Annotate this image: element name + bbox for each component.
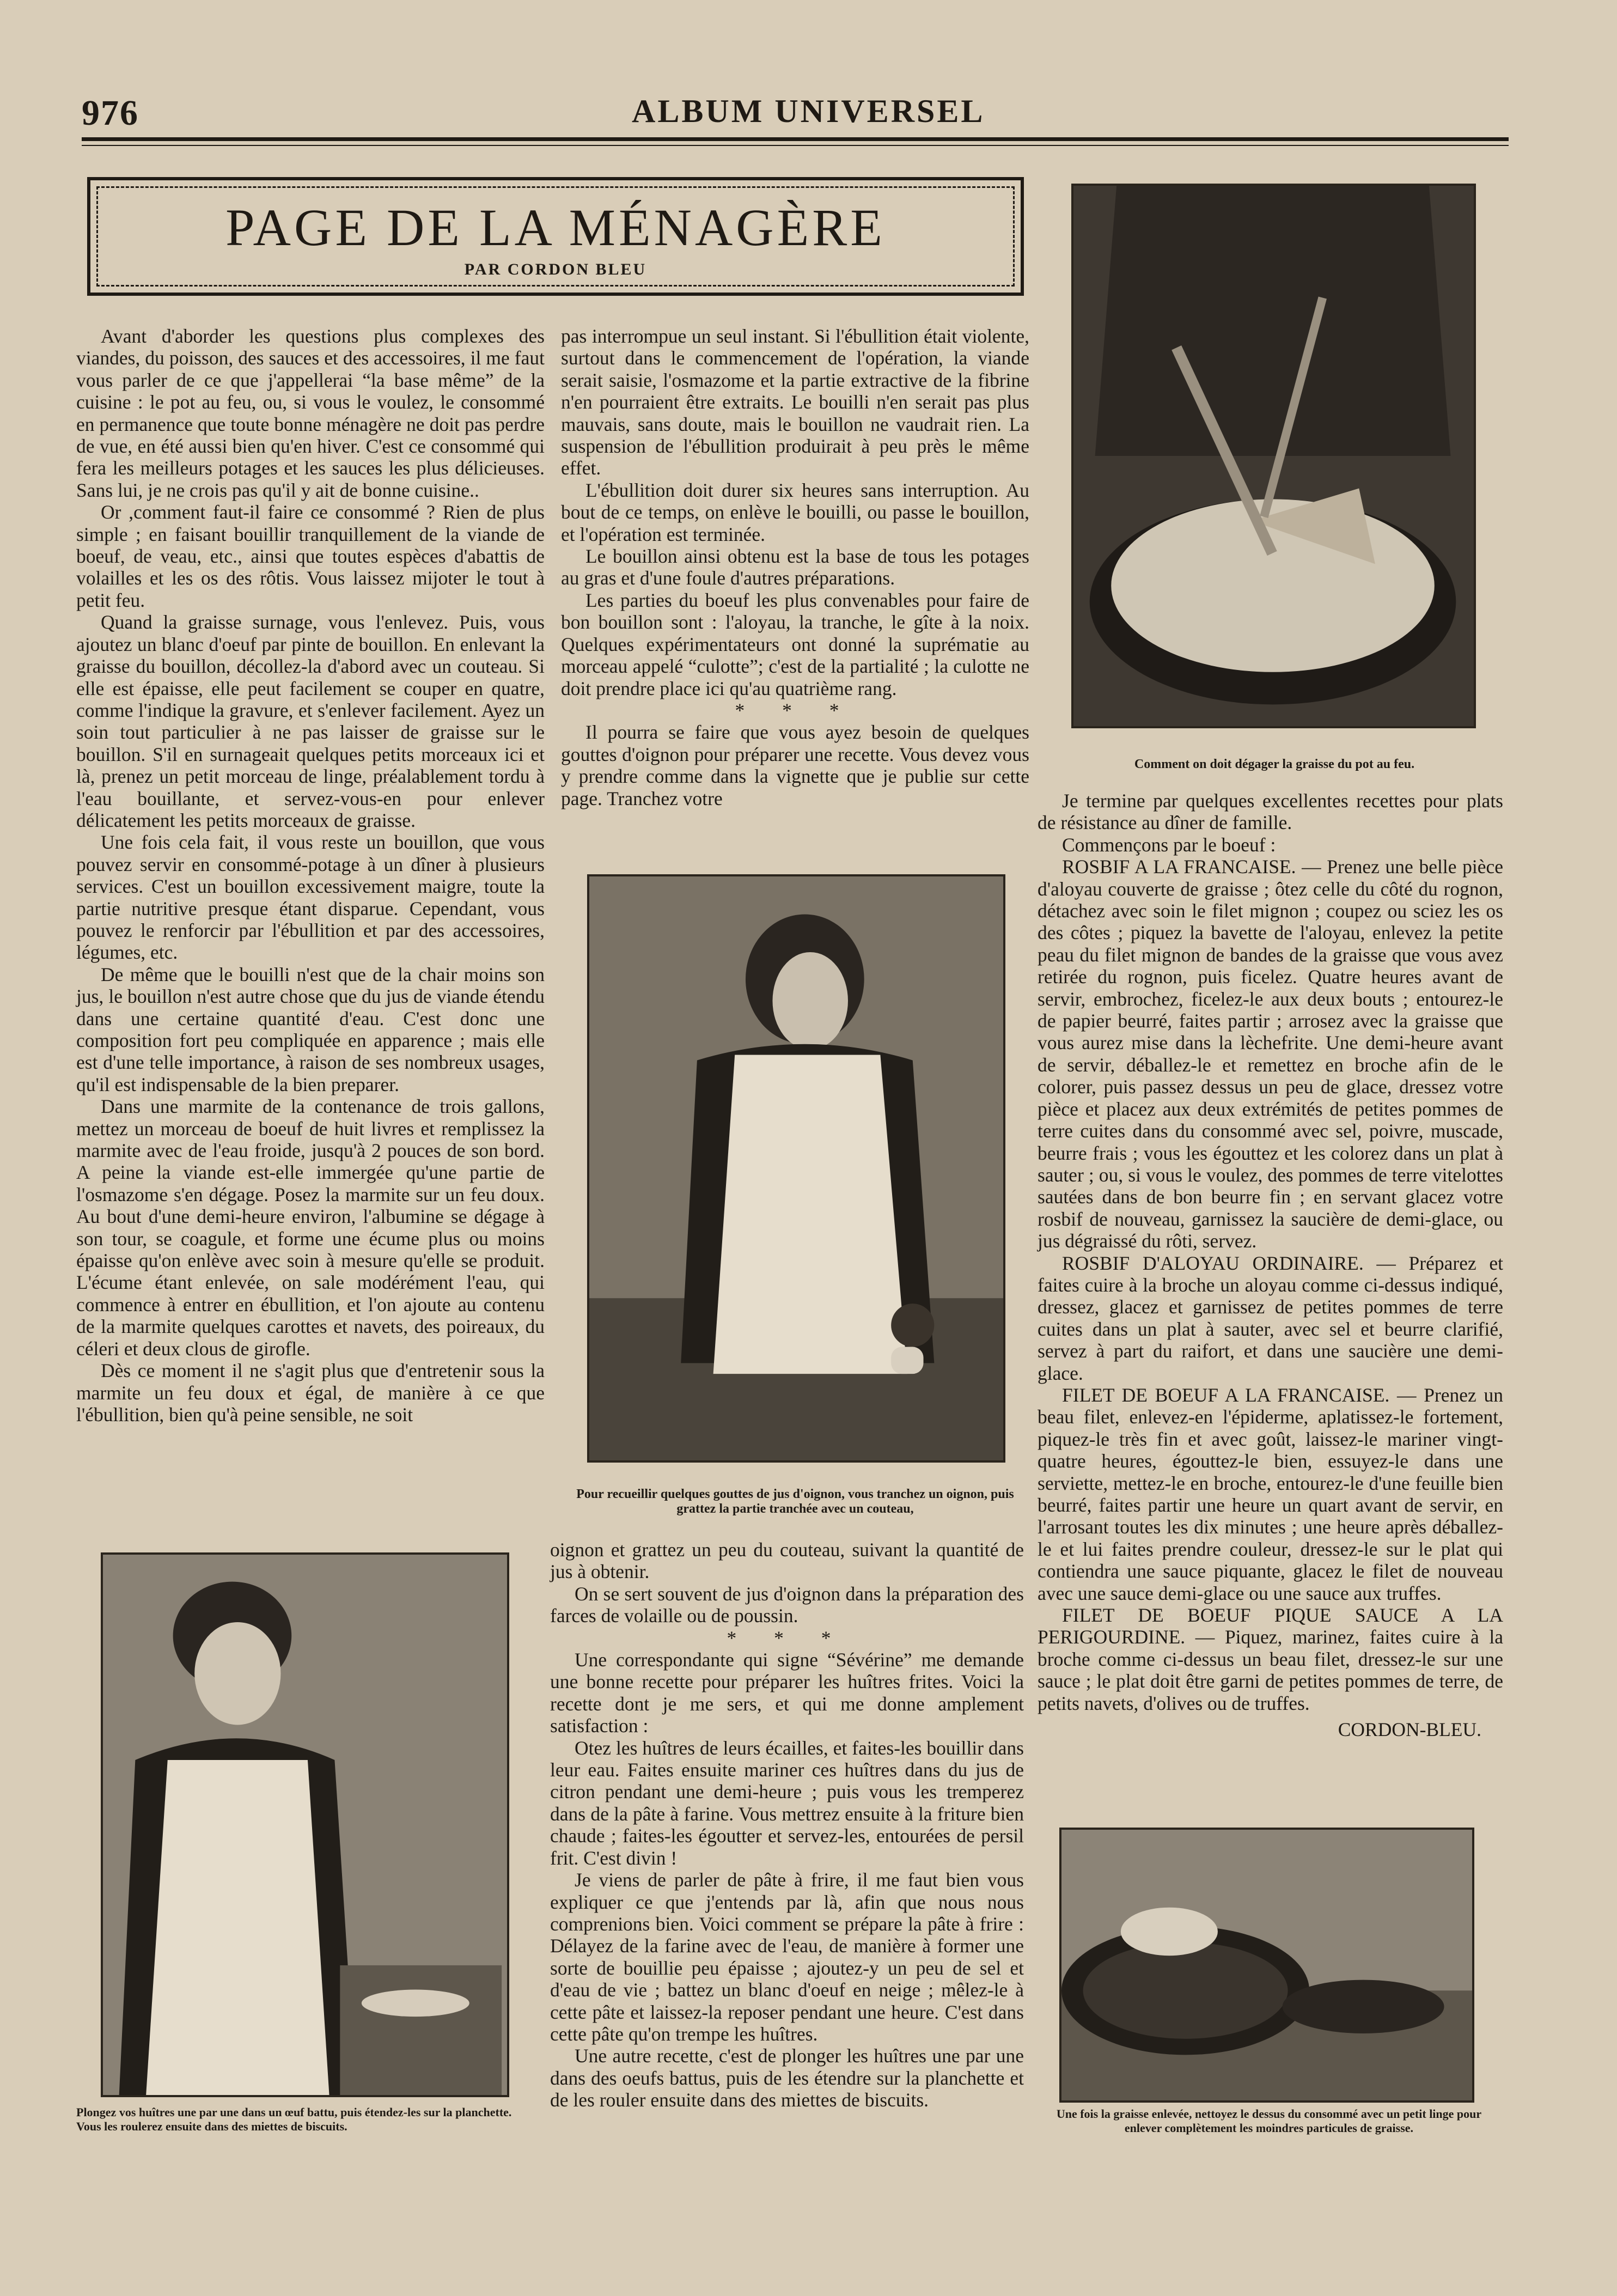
paragraph: Otez les huîtres de leurs écailles, et faites-les bouillir dans leur eau. Faites ensuite mariner ces huîtres dans du jus de citron pendant une demi-heure ; puis vous les tremperez dans de la pâte à farine. Vous mettrez ensuite à la friture bien chaude ; faites-les égoutter et servez-les, entourées de persil frit. C'est divin ! — [550, 1737, 1024, 1869]
paragraph: On se sert souvent de jus d'oignon dans la préparation des farces de volaille ou de poussin. — [550, 1582, 1024, 1627]
recipe-rosbif: ROSBIF A LA FRANCAISE. — Prenez une belle pièce d'aloyau couverte de graisse ; ôtez celle du côté du rognon, détachez avec soin le filet mignon ; coupez ou sciez les os des côtes ; piquez la bavette de l'aloyau, enlevez la petite peau du filet mignon de bandes de la graisse que vous avez retirée du rognon, puis ficelez. Quatre heures avant de servir, embrochez, ficelez-le aux deux bouts ; entourez-le de papier beurré, faites partir ; arrosez avec la graisse que vous aurez mise dans la lèchefrite. Une demi-heure avant de servir, déballez-le et remettez en broche afin de le colorer, puis passez dessus un peu de glace, dressez votre pièce et placez aux deux extrémités de petites pommes de terre cuites dans du consommé avec sel, poivre, muscade, beurre frais ; vous les égouttez et les colorez dans un plat à sauter ; ou, si vous le voulez, des pommes de terre vitelottes sautées dans de bon beurre fin ; en servant glacez votre rosbif de nouveau, garnissez la saucière de demi-glace, ou jus dégraissé du rôti, servez. — [1038, 856, 1503, 1252]
maid-oysters-illustration — [103, 1555, 507, 2095]
recipe-filet-francaise: FILET DE BOEUF A LA FRANCAISE. — Prenez un beau filet, enlevez-en l'épiderme, aplatissez-le fortement, piquez-le très fin et avec goût, laissez-le mariner vingt-quatre heures, égouttez-le bien, essuyez-le dans une serviette, mettez-le en broche, entourez-le d'une feuille bien beurré, faites partir une heure un quart avant de servir, en l'arrosant toutes les dix minutes ; une heure après déballez-le et lui faites prendre couleur, dressez-le sur le plat qui contiendra une sauce piquante, glacez le filet de nouveau avec une sauce demi-glace ou une sauce aux truffes. — [1038, 1384, 1503, 1604]
paragraph: Quand la graisse surnage, vous l'enlevez. Puis, vous ajoutez un blanc d'oeuf par pinte de bouillon. En enlevant la graisse du bouillon, décollez-la d'abord avec un couteau. Si elle est épaisse, elle peut facilement se couper en quatre, comme l'indique la gravure, et s'enlever facilement. Ayez un soin tout particulier à ne pas laisser de graisse sur le bouillon. S'il en surnageait quelques petits morceaux ici et là, prenez un petit morceau de linge, préalablement tordu à l'eau bouillante, et servez-vous-en pour enlever délicatement les petits morceaux de graisse. — [76, 611, 545, 831]
paragraph: Dès ce moment il ne s'agit plus que d'entretenir sous la marmite un feu doux et égal, de manière à ce que l'ébullition, bien qu'à peine sensible, ne soit — [76, 1360, 545, 1426]
paragraph: Commençons par le boeuf : — [1062, 833, 1276, 856]
article-title: PAGE DE LA MÉNAGÈRE — [225, 198, 886, 257]
caption-pot-grease: Comment on doit dégager la graisse du pot au feu. — [1134, 757, 1415, 771]
photo-onion-juice — [587, 874, 1005, 1463]
separator-stars: * * * — [735, 699, 856, 721]
paragraph: Or ,comment faut-il faire ce consommé ? Rien de plus simple ; en faisant bouillir tranquillement de la viande de boeuf, de veau, etc., ainsi que toutes espèces d'abattis de volailles et les os des rôtis. Vous laissez mijoter le tout à petit feu. — [76, 501, 545, 611]
recipe-rosbif-ordinaire: ROSBIF D'ALOYAU ORDINAIRE. — Préparez et faites cuire à la broche un aloyau comme ci-dessus indiqué, dressez, glacez et garnissez de petites pommes de terre cuites dans un plat à sauter, avec sel et beurre clarifié, servez à part du raifort, et dans une saucière une demi-glace. — [1038, 1252, 1503, 1384]
paragraph: Une autre recette, c'est de plonger les huîtres une par une dans des oeufs battus, puis de les étendre sur la planchette et de les rouler ensuite dans des miettes de biscuits. — [550, 2045, 1024, 2111]
caption-plate-cleaning: Une fois la graisse enlevée, nettoyez le dessus du consommé avec un petit linge pour enlever complètement les moindres particules de graisse. — [1056, 2107, 1482, 2135]
photo-plate-cleaning — [1059, 1828, 1474, 2103]
paragraph: Il pourra se faire que vous ayez besoin de quelques gouttes d'oignon pour préparer une recette. Vous devez vous y prendre comme dans la vignette que je publie sur cette page. Tranchez votre — [561, 721, 1029, 809]
paragraph: De même que le bouilli n'est que de la chair moins son jus, le bouillon n'est autre chose que du jus de viande étendu dans une certaine quantité d'eau. C'est donc une composition fort peu compliquée en apparence ; mais elle est d'une telle importance, à raison de ses nombreux usages, qu'il est indispensable de la bien preparer. — [76, 963, 545, 1095]
page-number: 976 — [82, 93, 139, 133]
signature: CORDON-BLEU. — [1338, 1719, 1481, 1741]
paragraph: Je termine par quelques excellentes recettes pour plats de résistance au dîner de famille. — [1038, 790, 1503, 834]
paragraph: Les parties du boeuf les plus convenables pour faire de bon bouillon sont : l'aloyau, la tranche, le gîte à la noix. Quelques expérimentateurs ont donné la suprématie au morceau appelé “culotte”; c'est de la partialité ; la culotte ne doit prendre place ici qu'au quatrième rang. — [561, 589, 1029, 699]
recipe-filet-perigourdine: FILET DE BOEUF PIQUE SAUCE A LA PERIGOURDINE. — Piquez, marinez, faites cuire à la broche comme ci-dessus un beau filet, dressez-le sur une sauce ; le plat doit être garni de petites pommes de terre, de petits navets, d'olives ou de truffes. — [1038, 1604, 1503, 1714]
paragraph: Avant d'aborder les questions plus complexes des viandes, du poisson, des sauces et des accessoires, il me faut vous parler de ce que j'appellerai “la base même” de la cuisine : le pot au feu, ou, si vous le voulez, le consommé en permanence que toute bonne ménagère ne doit pas perdre de vue, en été aussi bien qu'en hiver. C'est ce consommé qui fera les meilleurs potages et les sauces les plus délicieuses. Sans lui, je ne crois pas qu'il y ait de bonne cuisine.. — [76, 325, 545, 501]
caption-oysters: Plongez vos huîtres une par une dans un œuf battu, puis étendez-les sur la planchette. Vous les roulerez ensuite dans des miettes de biscuits. — [76, 2105, 512, 2133]
paragraph: Dans une marmite de la contenance de trois gallons, mettez un morceau de boeuf de huit livres et remplissez la marmite avec de l'eau froide, jusqu'à 2 pouces de son bord. A peine la viande est-elle immergée qu'une partie de l'osmazome s'en dégage. Posez la marmite sur un feu doux. Au bout d'une demi-heure environ, l'albumine se dégage à son tour, se coagule, et forme une écume plus ou moins épaisse qu'on enlève avec soin à mesure qu'elle se produit. L'écume étant enlevée, on sale modérément l'eau, qui commence à entrer en ébullition, et l'on ajoute au contenu de la marmite quelques carottes et navets, des poireaux, du céleri et deux clous de girofle. — [76, 1095, 545, 1360]
photo-oysters — [101, 1552, 509, 2097]
paragraph: Une correspondante qui signe “Sévérine” me demande une bonne recette pour préparer les huîtres frites. Voici la recette dont je me sers, et qui me donne amplement satisfaction : — [550, 1649, 1024, 1737]
column-3 — [1038, 790, 1503, 1740]
magazine-title: ALBUM UNIVERSEL — [632, 93, 985, 129]
paragraph: Le bouillon ainsi obtenu est la base de tous les potages au gras et d'une foule d'autres préparations. — [561, 545, 1029, 589]
maid-illustration — [589, 876, 1003, 1460]
paragraph: Une fois cela fait, il vous reste un bouillon, que vous pouvez servir en consommé-potage à un dîner à plusieurs services. C'est un bouillon excessivement maigre, toute la partie nutritive presque étant disparue. Cependant, vous pouvez le renforcir par l'ébullition et par des accessoires, légumes, etc. — [76, 831, 545, 964]
column-2-top — [561, 325, 1029, 809]
caption-onion: Pour recueillir quelques gouttes de jus d'oignon, vous tranchez un oignon, puis grattez la partie tranchée avec un couteau, — [576, 1487, 1014, 1516]
paragraph: pas interrompue un seul instant. Si l'ébullition était violente, surtout dans le commencement de l'opération, la viande serait saisie, l'osmazome et la partie extractive de la fibrine n'en pourraient être extraits. Le bouilli n'en serait pas plus mauvais, sans doute, mais le bouillon ne vaudrait rien. La suspension de l'ébullition produirait à peu près le même effet. — [561, 325, 1029, 479]
column-1 — [76, 325, 545, 1426]
pot-illustration — [1073, 186, 1474, 726]
article-byline: PAR CORDON BLEU — [464, 260, 647, 278]
header-rule — [82, 137, 1509, 141]
paragraph: oignon et grattez un peu du couteau, suivant la quantité de jus à obtenir. — [550, 1539, 1024, 1583]
paragraph: L'ébullition doit durer six heures sans interruption. Au bout de ce temps, on enlève le bouilli, ou passe le bouillon, et l'opération est terminée. — [561, 479, 1029, 545]
header-rule-thin — [82, 145, 1509, 146]
paragraph: Je viens de parler de pâte à frire, il me faut bien vous expliquer ce que j'entends par là, afin que nous nous comprenions bien. Voici comment se prépare la pâte à frire : Délayez de la farine avec de l'eau, de manière à former une sorte de bouillie peu épaisse ; ajoutez-y un peu de sel et d'eau de vie ; battez un blanc d'oeuf en neige ; mêlez-le à cette pâte et laissez-la reposer pendant une heure. C'est dans cette pâte qu'on trempe les huîtres. — [550, 1869, 1024, 2045]
column-2-bottom — [550, 1539, 1024, 2111]
photo-pot-grease — [1071, 184, 1476, 728]
plate-illustration — [1061, 1830, 1472, 2100]
separator-stars: * * * — [727, 1627, 847, 1649]
